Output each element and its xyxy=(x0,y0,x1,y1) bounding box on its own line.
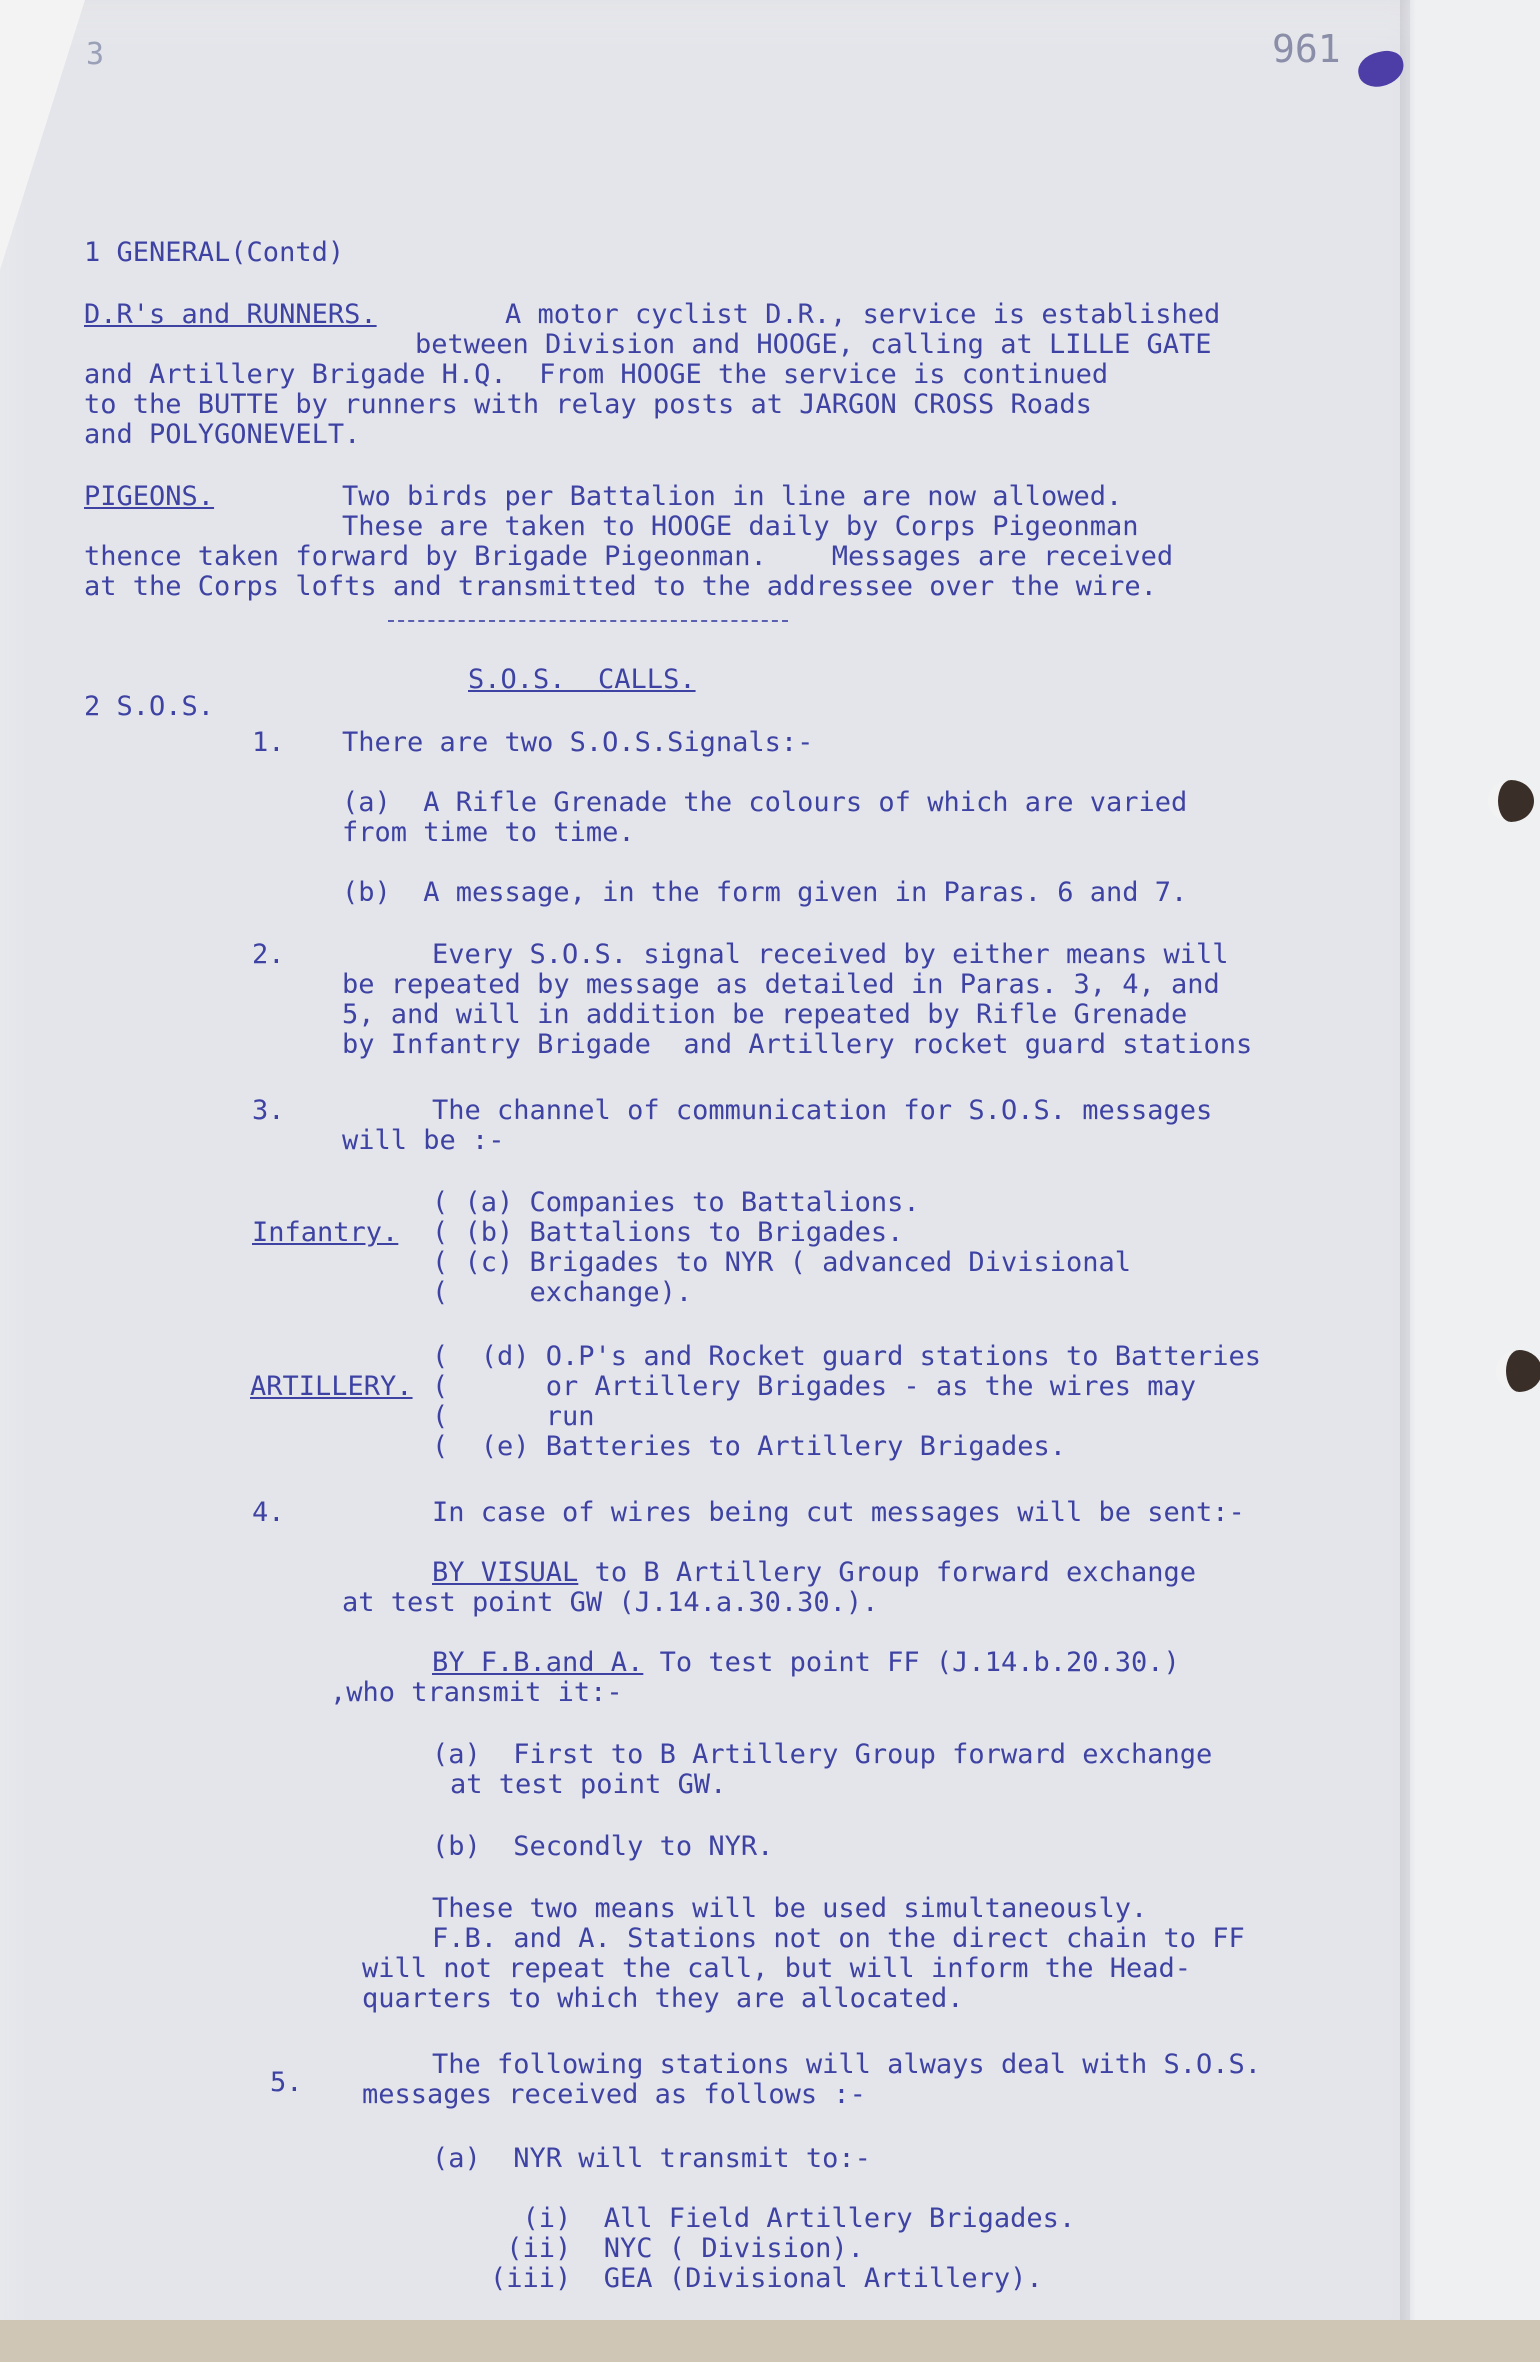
folded-corner xyxy=(0,0,85,270)
page-mark: 3 xyxy=(86,37,105,72)
backing-sheet xyxy=(1410,0,1540,2362)
para-number: 2. xyxy=(252,939,285,970)
para-subitem: (a) A Rifle Grenade the colours of which are varied xyxy=(342,787,1188,818)
para-text: These two means will be used simultaneously. xyxy=(432,1893,1148,1924)
artillery-item: ( (e) Batteries to Artillery Brigades. xyxy=(432,1431,1066,1462)
para-number: 4. xyxy=(252,1497,285,1528)
dr-line: A motor cyclist D.R., service is established xyxy=(505,299,1221,330)
para-subitem: (b) A message, in the form given in Paras. 6 and 7. xyxy=(342,877,1188,908)
para-subitem: (a) First to B Artillery Group forward exchange xyxy=(432,1739,1213,1770)
para-text: quarters to which they are allocated. xyxy=(362,1983,964,2014)
punch-hole-icon xyxy=(1488,780,1534,822)
para-subitem: from time to time. xyxy=(342,817,635,848)
dr-line: between Division and HOOGE, calling at LILLE GATE xyxy=(415,329,1212,360)
bottom-edge xyxy=(0,2320,1540,2362)
para-text: The channel of communication for S.O.S. messages xyxy=(432,1095,1213,1126)
para-number: 1. xyxy=(252,727,285,758)
para-text: 5, and will in addition be repeated by Rifle Grenade xyxy=(342,999,1188,1030)
dr-heading: D.R's and RUNNERS. xyxy=(84,299,377,330)
para-text: Every S.O.S. signal received by either means will xyxy=(432,939,1229,970)
infantry-label: Infantry. xyxy=(252,1217,399,1248)
artillery-item: ( or Artillery Brigades - as the wires may xyxy=(432,1371,1197,1402)
fba-lead: BY F.B.and A. xyxy=(432,1647,644,1678)
infantry-item: ( exchange). xyxy=(432,1277,693,1308)
sos-section-label: 2 S.O.S. xyxy=(84,691,215,722)
infantry-item: ( (a) Companies to Battalions. xyxy=(432,1187,920,1218)
para-subitem: at test point GW. xyxy=(450,1769,727,1800)
folio-number: 961 xyxy=(1272,27,1341,71)
para-subitem: (b) Secondly to NYR. xyxy=(432,1831,774,1862)
visual-lead: BY VISUAL xyxy=(432,1557,579,1588)
para-text: F.B. and A. Stations not on the direct chain to FF xyxy=(432,1923,1245,1954)
artillery-label: ARTILLERY. xyxy=(250,1371,413,1402)
para-subitem: (a) NYR will transmit to:- xyxy=(432,2143,871,2174)
dashed-divider xyxy=(388,620,788,622)
para-text: at test point GW (J.14.a.30.30.). xyxy=(342,1587,879,1618)
para-text: by Infantry Brigade and Artillery rocket guard stations xyxy=(342,1029,1253,1060)
pigeons-line: thence taken forward by Brigade Pigeonman. Messages are received xyxy=(84,541,1174,572)
pigeons-line: Two birds per Battalion in line are now allowed. xyxy=(342,481,1123,512)
dr-line: and Artillery Brigade H.Q. From HOOGE the service is continued xyxy=(84,359,1109,390)
infantry-item: ( (c) Brigades to NYR ( advanced Divisional xyxy=(432,1247,1131,1278)
visual-rest: to B Artillery Group forward exchange xyxy=(578,1557,1197,1588)
sos-title: S.O.S. CALLS. xyxy=(468,664,696,695)
infantry-item: ( (b) Battalions to Brigades. xyxy=(432,1217,904,1248)
para-text: ,who transmit it:- xyxy=(330,1677,623,1708)
dr-line: to the BUTTE by runners with relay posts at JARGON CROSS Roads xyxy=(84,389,1092,420)
artillery-item: ( (d) O.P's and Rocket guard stations to Batteries xyxy=(432,1341,1262,1372)
para-subitem: (ii) NYC ( Division). xyxy=(490,2233,864,2264)
para-text: In case of wires being cut messages will be sent:- xyxy=(432,1497,1245,1528)
artillery-item: ( run xyxy=(432,1401,595,1432)
para-subitem: (i) All Field Artillery Brigades. xyxy=(490,2203,1076,2234)
dr-line: and POLYGONEVELT. xyxy=(84,419,361,450)
para-text: be repeated by message as detailed in Paras. 3, 4, and xyxy=(342,969,1220,1000)
pigeons-line: at the Corps lofts and transmitted to the addressee over the wire. xyxy=(84,571,1157,602)
para-number: 3. xyxy=(252,1095,285,1126)
para-text xyxy=(432,1648,1180,1678)
para-text: The following stations will always deal with S.O.S. xyxy=(432,2049,1262,2080)
section-heading: 1 GENERAL(Contd) xyxy=(84,237,345,268)
para-number: 5. xyxy=(270,2067,303,2098)
para-subitem: (iii) GEA (Divisional Artillery). xyxy=(490,2263,1043,2294)
pigeons-heading: PIGEONS. xyxy=(84,481,215,512)
fba-rest: To test point FF (J.14.b.20.30.) xyxy=(643,1647,1180,1678)
punch-hole-icon xyxy=(1496,1350,1540,1392)
para-text: will be :- xyxy=(342,1125,505,1156)
para-text: messages received as follows :- xyxy=(362,2079,866,2110)
pigeons-line: These are taken to HOOGE daily by Corps Pigeonman xyxy=(342,511,1139,542)
para-text: will not repeat the call, but will inform the Head- xyxy=(362,1953,1192,1984)
para-text xyxy=(432,1558,1196,1588)
para-text: There are two S.O.S.Signals:- xyxy=(342,727,814,758)
page-edge-shadow xyxy=(1400,0,1416,2362)
